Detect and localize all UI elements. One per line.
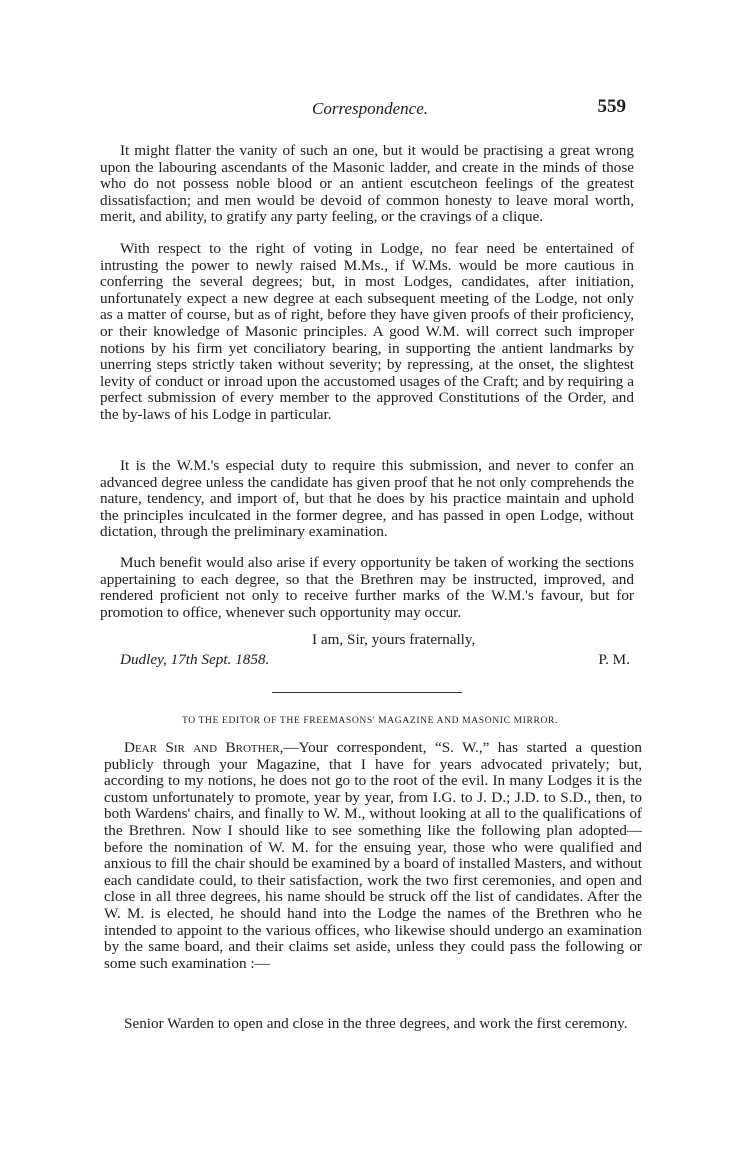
letter2-salutation: Dear Sir and Brother, <box>124 739 284 756</box>
letter2-paragraph-2: Senior Warden to open and close in the three degrees, and work the first ceremony. <box>124 1015 628 1032</box>
letter2-paragraph-1-text: —Your correspondent, “S. W.,” has started a question publicly through your Magazine, that I have for years advocated privately; but, according to my notions, he does not go to the root of the evil. In many Lodges it is the custom unfortunately to promote, year by year, from I.G. to J. D.; J.D. to S.D., then, to both Wardens' chairs, and finally to W. M., without looking at all to the qualifications of the Brethren. Now I should like to see something like the following plan adopted—before the nomination of W. M. for the ensuing year, those who were qualified and anxious to fill the chair should be examined by a board of installed Masters, and without each candidate could, to their satisfaction, work the two first ceremonies, and open and close in all three degrees, his name should be struck off the list of candidates. After the W. M. is elected, he should hand into the Lodge the names of the Brethren who he intended to appoint to the various offices, who likewise should undergo an examination by the same board, and their claims set aside, unless they could pass the following or some such examination :— <box>104 739 642 972</box>
letter1-paragraph-1: It might flatter the vanity of such an one, but it would be practising a great wrong upon the labouring ascendants of the Masonic ladder, and create in the minds of those who do not possess noble blood or an antient escutcheon feelings of the greatest dissatisfaction; and men would be devoid of common honesty to leave moral worth, merit, and ability, to gratify any party feeling, or the cravings of a clique. <box>100 142 634 226</box>
page-number: 559 <box>597 96 626 117</box>
letter1-place-date: Dudley, 17th Sept. 1858. <box>120 651 270 668</box>
letter1-paragraph-4: Much benefit would also arise if every opportunity be taken of working the sections appertaining to each degree, so that the Brethren may be instructed, improved, and rendered proficient not only to receive further marks of the W.M.'s favour, but for promotion to office, whenever such opportunity may occur. <box>100 554 634 621</box>
letter1-paragraph-2: With respect to the right of voting in Lodge, no fear need be entertained of intrusting the power to newly raised M.Ms., if W.Ms. would be more cautious in conferring the several degrees; but, in most Lodges, candidates, after initiation, unfortunately expect a new degree at each subsequent meeting of the Lodge, not only as a matter of course, but as of right, before they have given proofs of their proficiency, or their knowledge of Masonic principles. A good W.M. will correct such improper notions by his firm yet conciliatory bearing, in supporting the antient landmarks by unerring steps strictly taken without severity; by repressing, at the onset, the slightest levity of conduct or inroad upon the accustomed usages of the Craft; and by requiring a perfect submission of every member to the approved Constitutions of the Order, and the by-laws of his Lodge in particular. <box>100 240 634 423</box>
letter1-paragraph-3: It is the W.M.'s especial duty to require this submission, and never to confer an advanced degree unless the candidate has given proof that he not only comprehends the nature, tendency, and import of, but that he does by his practice maintain and uphold the principles inculcated in the former degree, and has passed in open Lodge, without dictation, through the preliminary examination. <box>100 457 634 541</box>
page-header <box>100 96 640 123</box>
letter2-paragraph-1 <box>104 740 642 972</box>
letter1-signature: P. M. <box>598 651 630 668</box>
running-title: Correspondence. <box>312 99 428 118</box>
letter2-heading: TO THE EDITOR OF THE FREEMASONS' MAGAZINE AND MASONIC MIRROR. <box>181 715 559 726</box>
section-divider <box>272 692 462 693</box>
letter1-closing: I am, Sir, yours fraternally, <box>312 631 476 648</box>
